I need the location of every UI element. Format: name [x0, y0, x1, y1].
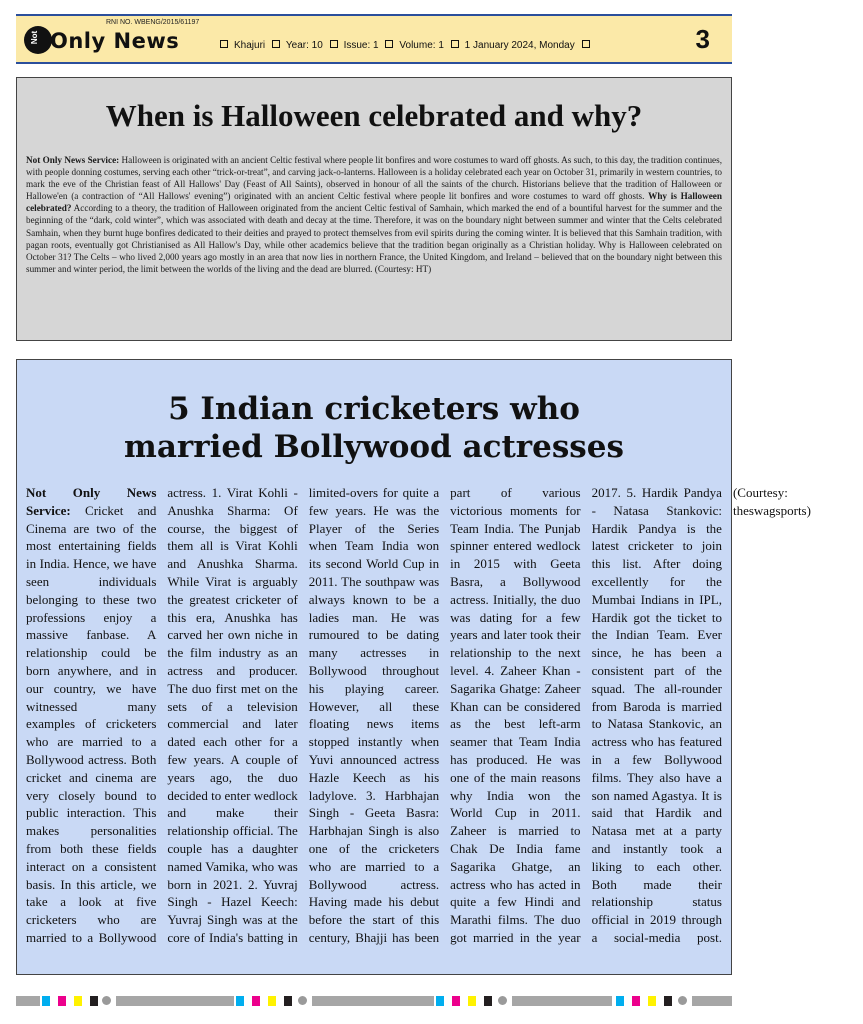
bullet-square-icon	[385, 40, 393, 48]
cricketers-paragraph	[26, 484, 863, 964]
halloween-byline: Not Only News Service:	[26, 155, 120, 165]
reg-grey-segment	[512, 996, 612, 1006]
reg-target-dot	[102, 996, 111, 1005]
reg-cyan-swatch	[42, 996, 50, 1006]
reg-black-swatch	[284, 996, 292, 1006]
cricketers-headline-line2: married Bollywood actresses	[124, 429, 624, 465]
cricketers-text: Cricket and Cinema are two of the most entertaining fields in India. Hence, we have seen individuals belonging to these two professions enjoy a massive fanbase. A relationship could be born anywhere, and in our country, we have witnessed many examples of cricketers who are married to a Bollywood actress. Both cricket and cinema are very closely bound to public interaction. This makes personalities from both these fields interact on a consistent basis. In this article, we take a look at five cricketers who are married to a Bollywood actress. 1. Virat Kohli - Anushka Sharma: Of course, the biggest of them all is Virat Kohli and Anushka Sharma. While Virat is arguably the greatest cricketer of this era, Anushka has carved her own niche in the film industry as an actress and producer. The duo first met on the sets of a television commercial and later dated each other for a few years. A couple of years ago, the duo decided to enter wedlock and make their relationship official. The couple has a daughter named Vamika, who was born in 2021. 2. Yuvraj Singh - Hazel Keech: Yuvraj Singh was at the core of India's batting in limited-overs for quite a few years. He was the Player of the Series when Team India won its second World Cup in 2011. The southpaw was always known to be a ladies man. He was rumoured to be dating many actresses in Bollywood throughout his playing career. However, all these floating news items stopped instantly when Yuvi announced actress Hazle Keech as his ladylove. 3. Harbhajan Singh - Geeta Basra: Harbhajan Singh is also one of the cricketers who are married to a Bollywood actress. Having made his debut before the start of this century, Bhajji has been part of various victorious moments for Team India. The Punjab spinner entered wedlock in 2015 with Geeta Basra, a Bollywood actress. Initially, the duo was dating for a few years and later took their relationship to the next level. 4. Zaheer Khan - Sagarika Ghatge: Zaheer Khan can be considered as the best left-arm seamer that Team India has produced. He was one of the main reasons why India won the World Cup in 2011. Zaheer is married to Chak De India fame Sagarika Ghatge, an actress who has acted in quite a few Hindi and Marathi films. The duo got married in the year 2017. 5. Hardik Pandya - Natasa Stankovic: Hardik Pandya is the latest cricketer to join this list. After doing excellently for the Mumbai Indians in IPL, Hardik got the ticket to the Indian Team. Ever since, he has been a consistent part of the squad. The all-rounder from Baroda is married to Natasa Stankovic, an actress who has featured in a few Bollywood films. They also have a son named Agastya. It is said that Hardik and Natasa met at a party and instantly took a liking to each other. Both made their relationship status official in 2019 through a social-media post. (Courtesy: theswagsports)	[26, 485, 811, 945]
reg-yellow-swatch	[468, 996, 476, 1006]
issue-meta	[216, 40, 596, 51]
masthead	[16, 14, 732, 64]
newspaper-name: Only News	[50, 29, 180, 53]
reg-target-dot	[678, 996, 687, 1005]
halloween-text-part1: Halloween is originated with an ancient Celtic festival where people lit bonfires and wore costumes to ward off ghosts. As such, to this day, the tradition continues, with people donning costumes, serving each other “trick-or-treat”, and carving jack-o-lanterns. Halloween is a holiday celebrated each year on October 31, primarily in western countries, to mark the eve of the Christian feast of All Hallows' Day (Feast of All Saints), observed in honour of all the saints of the church. Historians believe that the tradition of Halloween or Hallowe'en (a contraction of “All Hallows' evening”) originated with an ancient Celtic festival where people lit bonfires and wore costumes to ward off ghosts.	[26, 155, 722, 202]
meta-place: Khajuri	[234, 40, 266, 51]
reg-yellow-swatch	[74, 996, 82, 1006]
reg-grey-segment	[692, 996, 732, 1006]
reg-magenta-swatch	[252, 996, 260, 1006]
reg-target-dot	[298, 996, 307, 1005]
cricketers-headline	[17, 390, 731, 466]
meta-year: Year: 10	[285, 40, 323, 51]
bullet-square-icon	[220, 40, 228, 48]
reg-cyan-swatch	[616, 996, 624, 1006]
bullet-square-icon	[582, 40, 590, 48]
reg-target-dot	[498, 996, 507, 1005]
halloween-text-part2: According to a theory, the tradition of Halloween originated from the ancient Celtic festival of Samhain, which marked the end of a bountiful harvest for the summer and the beginning of the “dark, cold winter”, which was associated with death and decay at the time. Therefore, it was on the boundary night between summer and winter that the Celts celebrated Samhain, when they burnt huge bonfires dedicated to their deities and prayed to protect themselves from evil spirits during the coming winter. It is believed that this Samhain tradition, with pagan roots, eventually got Christianised as All Hallow's Day, while other academics believe that the tradition began originally as a Christian holiday. Why is Halloween celebrated on October 31? The Celts – who lived 2,000 years ago mostly in an area that now lies in northern France, the United Kingdom, and Ireland – believed that on the boundary night between this summer and winter period, the limit between the worlds of the living and the dead are blurred. (Courtesy: HT)	[26, 203, 722, 274]
cricketers-article	[16, 359, 811, 975]
page-number: 3	[695, 24, 710, 54]
reg-grey-segment	[116, 996, 234, 1006]
halloween-article	[16, 77, 732, 341]
cricketers-body	[26, 484, 811, 964]
halloween-headline: When is Halloween celebrated and why?	[105, 98, 643, 133]
reg-black-swatch	[90, 996, 98, 1006]
meta-date: 1 January 2024, Monday	[464, 40, 575, 51]
print-registration-bar	[16, 996, 732, 1006]
reg-black-swatch	[484, 996, 492, 1006]
reg-magenta-swatch	[632, 996, 640, 1006]
reg-yellow-swatch	[268, 996, 276, 1006]
reg-magenta-swatch	[58, 996, 66, 1006]
reg-magenta-swatch	[452, 996, 460, 1006]
reg-cyan-swatch	[236, 996, 244, 1006]
halloween-body	[26, 154, 722, 275]
reg-grey-segment	[16, 996, 40, 1006]
reg-yellow-swatch	[648, 996, 656, 1006]
halloween-subhead: Why is Halloween celebrated?	[26, 191, 722, 214]
bullet-square-icon	[272, 40, 280, 48]
logo-badge-text: Not	[30, 30, 40, 45]
cricketers-headline-line1: 5 Indian cricketers who	[168, 391, 580, 427]
meta-issue: Issue: 1	[343, 40, 379, 51]
cricketers-byline: Not Only News Service:	[26, 485, 157, 518]
bullet-square-icon	[330, 40, 338, 48]
reg-grey-segment	[312, 996, 434, 1006]
meta-volume: Volume: 1	[399, 40, 444, 51]
bullet-square-icon	[451, 40, 459, 48]
reg-cyan-swatch	[436, 996, 444, 1006]
rni-number: RNI NO. WBENG/2015/61197	[106, 19, 200, 26]
reg-black-swatch	[664, 996, 672, 1006]
logo-badge	[24, 26, 52, 54]
